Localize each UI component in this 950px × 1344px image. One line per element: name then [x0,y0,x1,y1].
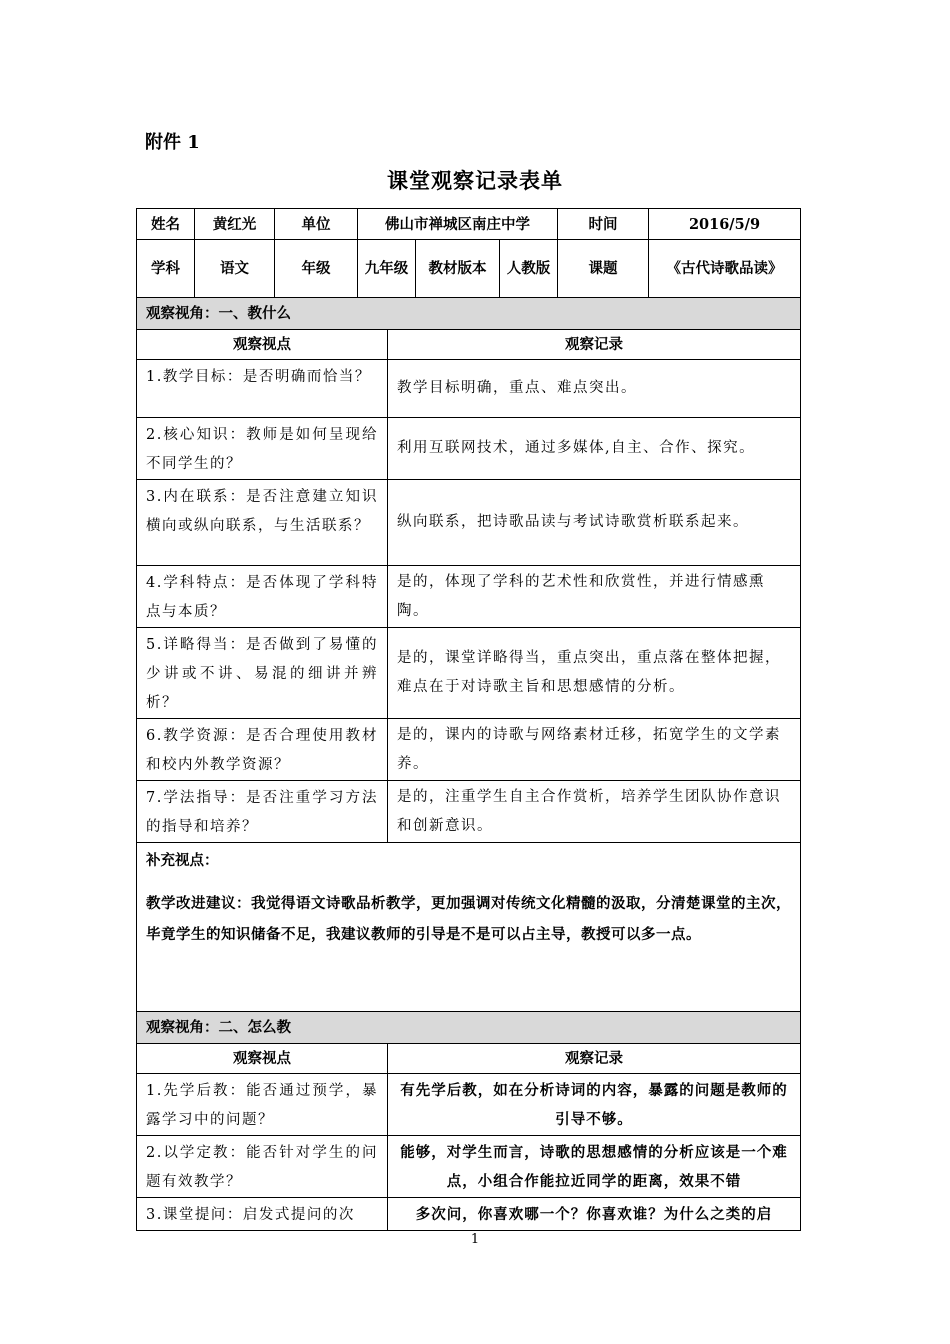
form-title: 课堂观察记录表单 [387,168,563,193]
supplement-label: 补充视点： [146,852,219,869]
edition-value: 人教版 [500,240,558,298]
grade-value: 九年级 [358,240,416,298]
observation-point: 4.学科特点：是否体现了学科特点与本质？ [137,566,388,628]
table-row [137,781,801,843]
section1-col-record: 观察记录 [388,330,801,360]
subject-label: 学科 [137,240,195,298]
table-row [137,1136,801,1198]
table-row [137,628,801,719]
observation-point: 3.课堂提问：启发式提问的次 [137,1198,388,1231]
observation-record: 是的，课内的诗歌与网络素材迁移，拓宽学生的文学素养。 [388,719,801,781]
observation-record: 教学目标明确，重点、难点突出。 [388,360,801,418]
supplement-text: 教学改进建议：我觉得语文诗歌品析教学，更加强调对传统文化精髓的汲取，分清楚课堂的主次，毕竟学生的知识储备不足，我建议教师的引导是不是可以占主导，教授可以多一点。 [146,895,791,943]
unit-label: 单位 [275,209,358,240]
unit-value: 佛山市禅城区南庄中学 [358,209,558,240]
supplement-cell [137,843,801,1012]
observation-point: 7.学法指导：是否注重学习方法的指导和培养？ [137,781,388,843]
subject-value: 语文 [195,240,275,298]
observation-record: 是的，注重学生自主合作赏析，培养学生团队协作意识和创新意识。 [388,781,801,843]
observation-record: 利用互联网技术，通过多媒体,自主、合作、探究。 [388,418,801,480]
table-row [137,360,801,418]
observation-point: 2.以学定教：能否针对学生的问题有效教学？ [137,1136,388,1198]
observation-record: 能够，对学生而言，诗歌的思想感情的分析应该是一个难点，小组合作能拉近同学的距离，效果不错 [388,1136,801,1198]
topic-label: 课题 [558,240,649,298]
topic-value: 《古代诗歌品读》 [649,240,801,298]
observation-point: 1.先学后教：能否通过预学，暴露学习中的问题？ [137,1074,388,1136]
observation-point: 3.内在联系：是否注意建立知识横向或纵向联系，与生活联系？ [137,480,388,566]
section1-col-point: 观察视点 [137,330,388,360]
page-number: 1 [470,1232,480,1247]
time-value: 2016/5/9 [649,209,801,240]
observation-point: 2.核心知识：教师是如何呈现给不同学生的？ [137,418,388,480]
table-row [137,1074,801,1136]
time-label: 时间 [558,209,649,240]
edition-label: 教材版本 [416,240,500,298]
section2-title: 观察视角：二、怎么教 [137,1012,801,1044]
name-value: 黄红光 [195,209,275,240]
table-row [137,719,801,781]
observation-record: 多次问，你喜欢哪一个？你喜欢谁？为什么之类的启 [388,1198,801,1231]
name-label: 姓名 [137,209,195,240]
observation-record: 是的，课堂详略得当，重点突出，重点落在整体把握，难点在于对诗歌主旨和思想感情的分析。 [388,628,801,719]
section2-col-point: 观察视点 [137,1044,388,1074]
observation-record: 纵向联系，把诗歌品读与考试诗歌赏析联系起来。 [388,480,801,566]
section2-col-record: 观察记录 [388,1044,801,1074]
observation-table [136,297,801,1231]
info-table [136,208,801,298]
observation-point: 6.教学资源：是否合理使用教材和校内外教学资源？ [137,719,388,781]
attachment-label: 附件 1 [145,132,200,153]
observation-point: 5.详略得当：是否做到了易懂的少讲或不讲、易混的细讲并辨析？ [137,628,388,719]
table-row [137,418,801,480]
table-row [137,566,801,628]
grade-label: 年级 [275,240,358,298]
table-row [137,1198,801,1231]
observation-record: 是的，体现了学科的艺术性和欣赏性，并进行情感熏陶。 [388,566,801,628]
section1-title: 观察视角：一、教什么 [137,298,801,330]
table-row [137,480,801,566]
observation-record: 有先学后教，如在分析诗词的内容，暴露的问题是教师的引导不够。 [388,1074,801,1136]
observation-point: 1.教学目标：是否明确而恰当？ [137,360,388,418]
